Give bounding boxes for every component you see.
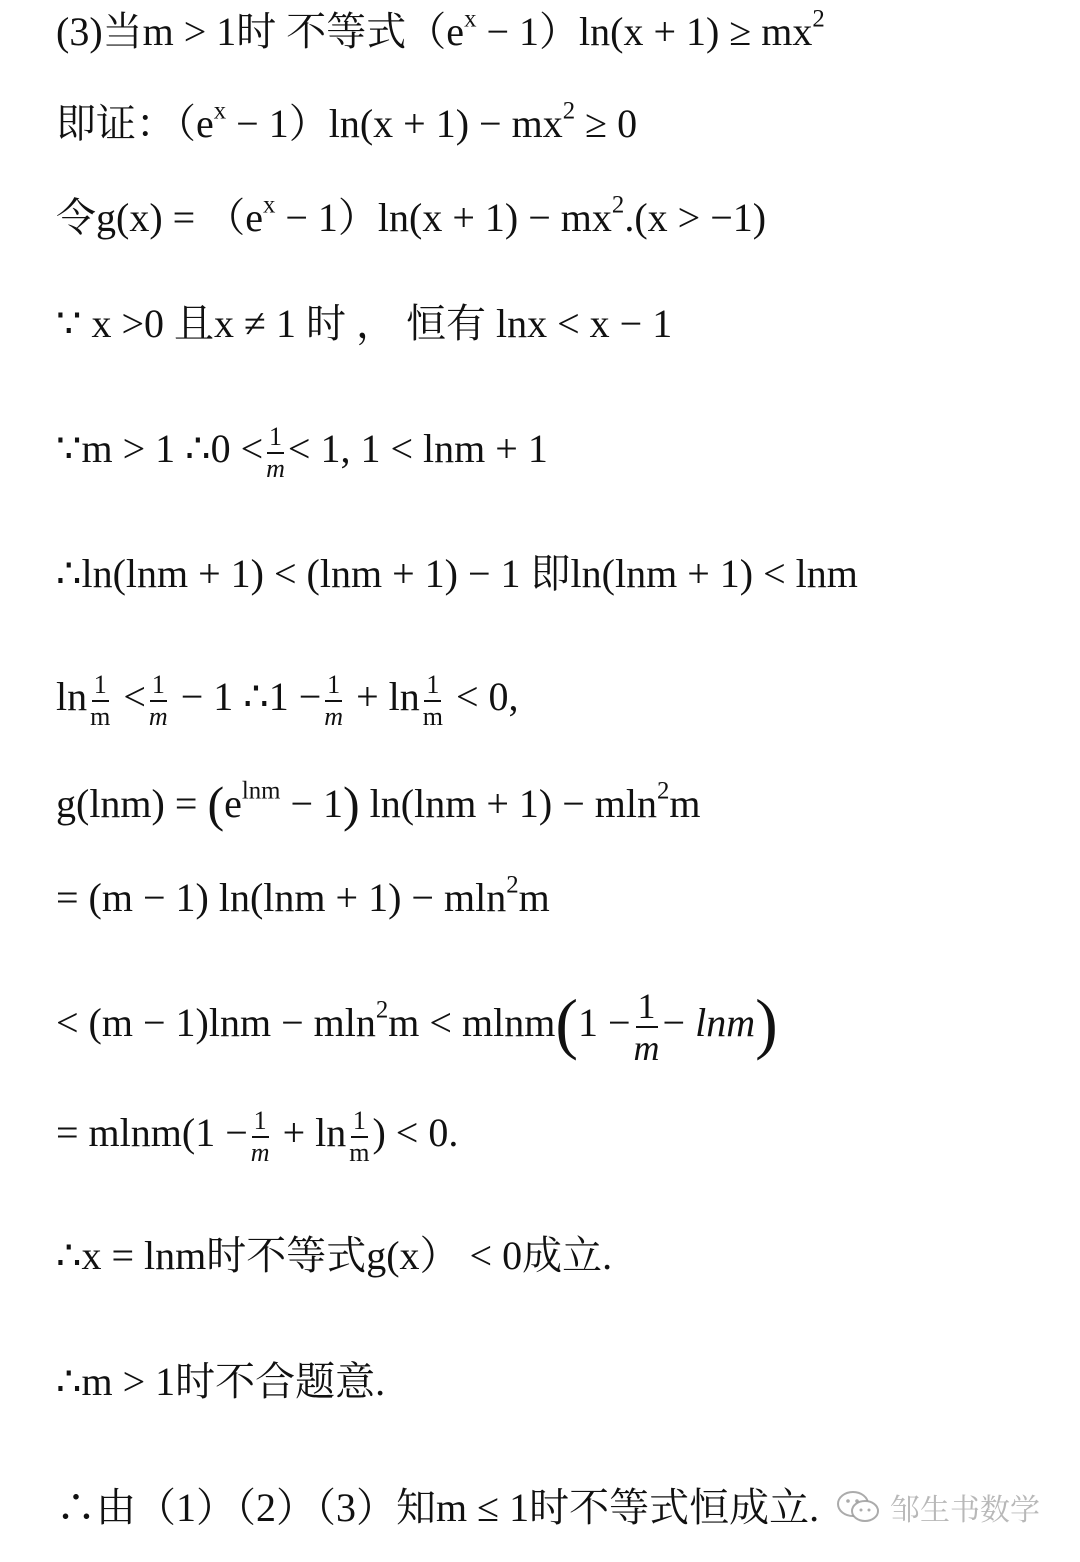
fraction: $\frac{1}{m}$ [422,670,443,731]
line-8: $g(\ln m) = (e^{lnm} - 1) \ln(\ln m + 1) - mln^2m$ [56,776,701,832]
fraction: $\frac{1}{m}$ [148,670,168,731]
fraction-large: $\frac{1}{m}$ [633,986,660,1068]
line-9: = (m − 1) ln(lnm + 1) − mln$^2$m [56,871,550,920]
line-4: ∵ x >0 且x ≠ 1 时 ， 恒有 lnx < x − 1 [56,301,673,346]
line-2: 即证：$(e^x - 1)\ln(x + 1) - mx^2 \ge 0$ [56,97,638,146]
line-7: ln $\frac{1}{m}$ < $\frac{1}{m}$ − 1 ∴1 − $\frac{1}{m}$ + ln $\frac{1}{m}$ < 0, [56,670,519,731]
line-12: ∴x = lnm时不等式g(x） < 0成立. [56,1233,613,1278]
wechat-icon [836,1490,880,1524]
line-10: < (m − 1)lnm − mln$^2$m < mlnm(1 − $\frac{1}{m}$ − lnm) [56,985,778,1068]
fraction: $\frac{1}{m}$ [90,670,111,731]
line-14: ∴由（1）（2）（3）知m ≤ 1时不等式恒成立. [56,1485,820,1530]
fraction: $\frac{1}{m}$ [349,1106,370,1167]
line-11: = mlnm(1 − $\frac{1}{m}$ + ln $\frac{1}{m}$ ) < 0. [56,1106,459,1167]
line-5: ∵m > 1 ∴0 < $\frac{1}{m}$ < 1, 1 < lnm + 1 [56,422,548,483]
fraction: $\frac{1}{m}$ [324,670,344,731]
watermark-text: 邹生书数学 [890,1493,1040,1528]
line-13: ∴m > 1时不合题意. [56,1359,386,1404]
fraction-one-over-m: $\frac{1}{m}$ [266,422,285,483]
line-3: 令$g(x) = (e^x - 1)\ln(x + 1) - mx^2.(x > -1)$ [56,191,767,240]
line-6: ∴ln(lnm + 1) < (lnm + 1) − 1 即ln(lnm + 1) < lnm [56,551,858,596]
fraction: $\frac{1}{m}$ [250,1106,270,1167]
line-1: (3)当m > 1时 不等式$(e^x - 1)\ln(x + 1) \ge mx^2$ [56,5,825,54]
watermark [836,1485,1040,1529]
